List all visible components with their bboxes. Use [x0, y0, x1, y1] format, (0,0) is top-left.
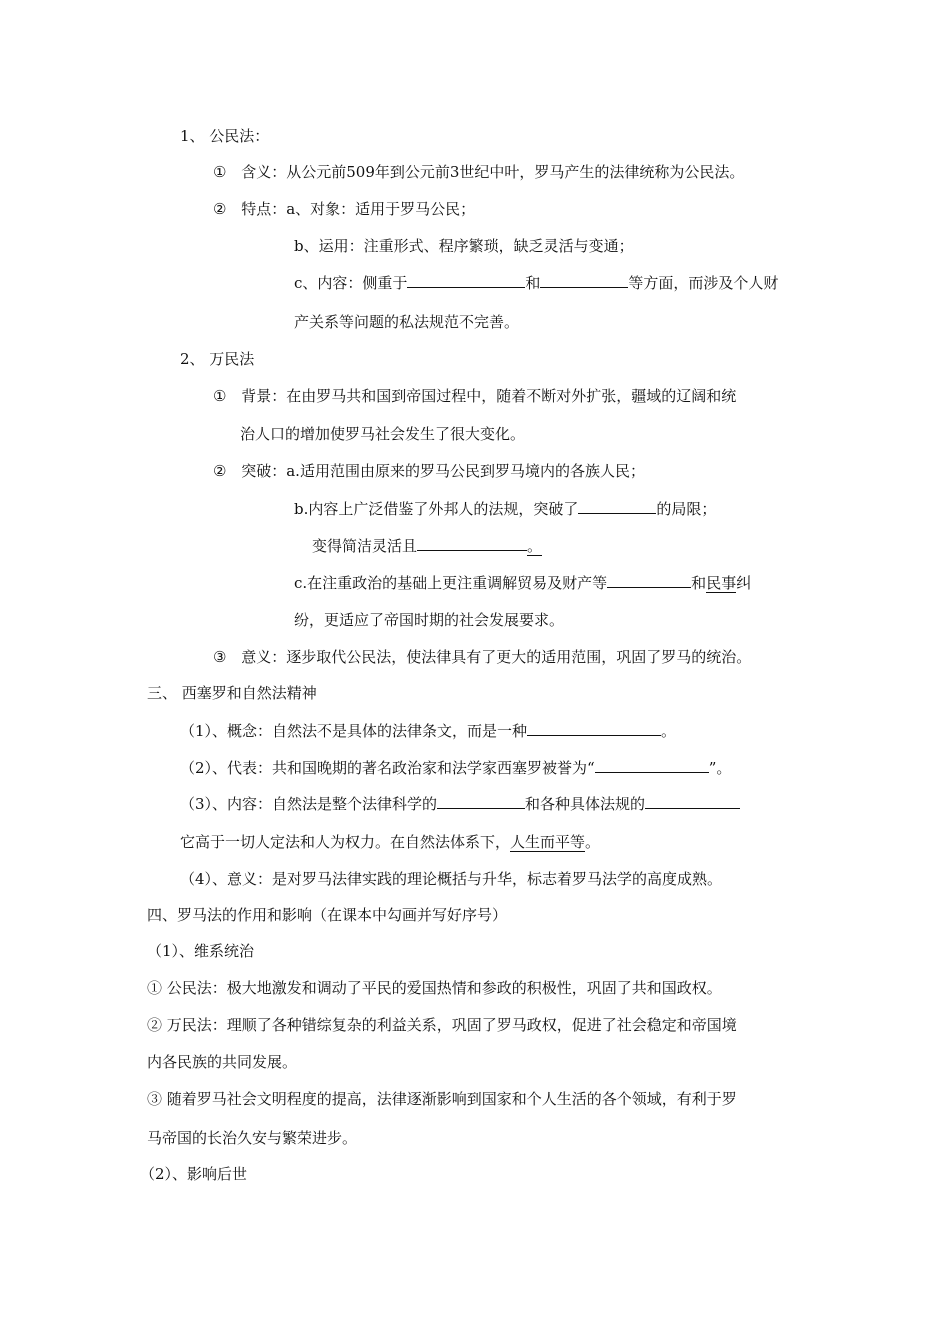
fill-blank[interactable]: [607, 572, 691, 588]
civil-law-features: [213, 199, 475, 219]
line-text: 纠: [736, 574, 752, 592]
circled-number: ①: [213, 387, 227, 405]
section-heading-cicero: 三、 西塞罗和自然法精神: [147, 684, 317, 702]
line-text: 突破：a.适用范围由原来的罗马公民到罗马境内的各族人民；: [241, 462, 645, 480]
law-of-nations-breakthrough: [213, 461, 645, 481]
line-text: 含义：从公元前509年到公元前3世纪中叶，罗马产生的法律统称为公民法。: [241, 163, 745, 181]
line-text: c、内容：侧重于: [294, 274, 408, 292]
natural-law-representative: [180, 757, 731, 778]
impact-point-3-cont: 马帝国的长治久安与繁荣进步。: [147, 1129, 358, 1147]
section-heading-law-of-nations: 2、 万民法: [180, 350, 255, 368]
underlined-term: 人生而平等: [510, 833, 586, 851]
line-text: （1）、概念：自然法不是具体的法律条文，而是一种: [180, 722, 528, 740]
line-text: 变得简洁灵活且: [312, 537, 418, 555]
breakthrough-b: [294, 498, 716, 519]
line-text: 和: [691, 574, 707, 592]
line-text: b.内容上广泛借鉴了外邦人的法规，突破了: [294, 500, 579, 518]
line-text: 和: [525, 274, 541, 292]
line-text: 。: [527, 537, 543, 555]
law-of-nations-background: [213, 386, 736, 406]
civil-law-application: b、运用：注重形式、程序繁琐，缺乏灵活与变通；: [294, 237, 634, 255]
fill-blank[interactable]: [417, 535, 527, 551]
civil-law-content-cont: 产关系等问题的私法规范不完善。: [294, 313, 520, 331]
circled-number: ①: [213, 163, 227, 181]
civil-law-content: [294, 272, 778, 293]
section-heading-roman-law-impact: 四、罗马法的作用和影响（在课本中勾画并写好序号）: [147, 906, 508, 924]
line-text: （3）、内容：自然法是整个法律科学的: [180, 795, 438, 813]
natural-law-content-cont: [180, 832, 600, 852]
subheading-later-influence: （2）、影响后世: [140, 1165, 248, 1183]
subheading-maintain-rule: （1）、维系统治: [147, 942, 255, 960]
fill-blank[interactable]: [407, 272, 525, 288]
line-text: 。: [661, 722, 677, 740]
line-text: 背景：在由罗马共和国到帝国过程中，随着不断对外扩张，疆域的辽阔和统: [241, 387, 737, 405]
impact-point-3: ③ 随着罗马社会文明程度的提高，法律逐渐影响到国家和个人生活的各个领域，有利于罗: [147, 1090, 737, 1108]
circled-number: ③: [213, 648, 227, 666]
line-text: 的局限；: [656, 500, 717, 518]
underlined-term: 民事: [706, 574, 737, 592]
natural-law-content: [180, 793, 740, 814]
natural-law-concept: [180, 720, 676, 741]
line-text: 它高于一切人定法和人为权力。在自然法体系下，: [180, 833, 511, 851]
civil-law-meaning: [213, 162, 744, 182]
fill-blank[interactable]: [595, 757, 709, 773]
line-text: ”。: [708, 759, 732, 777]
impact-point-2: ② 万民法：理顺了各种错综复杂的利益关系，巩固了罗马政权，促进了社会稳定和帝国境: [147, 1016, 737, 1034]
fill-blank[interactable]: [645, 793, 740, 809]
circled-number: ②: [213, 200, 227, 218]
breakthrough-c: [294, 572, 751, 593]
line-text: （2）、代表：共和国晚期的著名政治家和法学家西塞罗被誉为“: [180, 759, 595, 777]
fill-blank[interactable]: [527, 720, 661, 736]
line-text: 特点：a、对象：适用于罗马公民；: [241, 200, 476, 218]
law-of-nations-significance: [213, 647, 751, 667]
line-text: 。: [585, 833, 601, 851]
fill-blank[interactable]: [540, 272, 628, 288]
line-text: c.在注重政治的基础上更注重调解贸易及财产等: [294, 574, 608, 592]
impact-point-1: ① 公民法：极大地激发和调动了平民的爱国热情和参政的积极性，巩固了共和国政权。: [147, 979, 722, 997]
circled-number: ②: [213, 462, 227, 480]
impact-point-2-cont: 内各民族的共同发展。: [147, 1053, 298, 1071]
breakthrough-c-cont: 纷，更适应了帝国时期的社会发展要求。: [294, 611, 565, 629]
natural-law-significance: （4）、意义：是对罗马法律实践的理论概括与升华，标志着罗马法学的高度成熟。: [180, 870, 723, 888]
line-text: 等方面，而涉及个人财: [628, 274, 779, 292]
breakthrough-b-cont: [312, 535, 542, 556]
line-text: 和各种具体法规的: [525, 795, 646, 813]
fill-blank[interactable]: [578, 498, 656, 514]
section-heading-civil-law: 1、 公民法：: [180, 127, 270, 145]
fill-blank[interactable]: [437, 793, 525, 809]
law-of-nations-background-cont: 治人口的增加使罗马社会发生了很大变化。: [240, 425, 526, 443]
line-text: 意义：逐步取代公民法，使法律具有了更大的适用范围，巩固了罗马的统治。: [241, 648, 752, 666]
